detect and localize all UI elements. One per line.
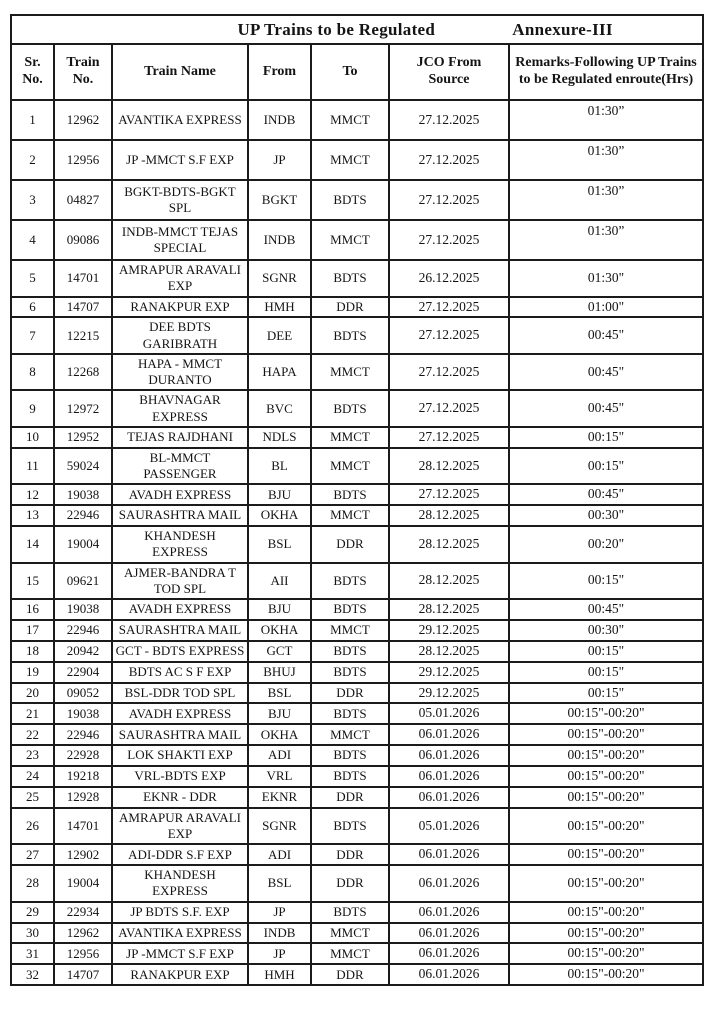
cell-train-name: KHANDESH EXPRESS	[112, 865, 248, 902]
cell-jco-date: 27.12.2025	[389, 220, 509, 260]
cell-remarks: 00:15"-00:20"	[509, 787, 703, 808]
cell-train-name: EKNR - DDR	[112, 787, 248, 808]
cell-train-name: JP BDTS S.F. EXP	[112, 902, 248, 923]
table-row	[11, 766, 703, 787]
cell-sr-no: 30	[11, 923, 54, 944]
cell-train-no: 22946	[54, 620, 112, 641]
cell-sr-no: 8	[11, 354, 54, 391]
cell-remarks: 00:15"	[509, 662, 703, 683]
col-header-train-name: Train Name	[112, 44, 248, 100]
cell-train-name: AMRAPUR ARAVALI EXP	[112, 808, 248, 845]
cell-from: HMH	[248, 297, 311, 318]
page-title: UP Trains to be Regulated	[237, 19, 436, 39]
cell-jco-date: 28.12.2025	[389, 526, 509, 563]
cell-train-no: 12952	[54, 427, 112, 448]
cell-train-no: 12956	[54, 943, 112, 964]
cell-to: DDR	[311, 964, 389, 985]
cell-from: HMH	[248, 964, 311, 985]
cell-train-name: BSL-DDR TOD SPL	[112, 683, 248, 704]
cell-from: BSL	[248, 865, 311, 902]
cell-from: AII	[248, 563, 311, 600]
cell-from: GCT	[248, 641, 311, 662]
cell-train-no: 19218	[54, 766, 112, 787]
cell-remarks: 00:15"-00:20"	[509, 724, 703, 745]
cell-train-no: 09086	[54, 220, 112, 260]
cell-train-no: 09621	[54, 563, 112, 600]
table-row	[11, 683, 703, 704]
cell-sr-no: 12	[11, 484, 54, 505]
cell-jco-date: 06.01.2026	[389, 724, 509, 745]
cell-to: MMCT	[311, 448, 389, 485]
cell-remarks: 00:15"-00:20"	[509, 865, 703, 902]
table-row	[11, 902, 703, 923]
table-row	[11, 964, 703, 985]
cell-sr-no: 28	[11, 865, 54, 902]
cell-sr-no: 20	[11, 683, 54, 704]
cell-train-name: SAURASHTRA MAIL	[112, 724, 248, 745]
col-header-remarks: Remarks-Following UP Trains to be Regulated enroute(Hrs)	[509, 44, 703, 100]
cell-to: DDR	[311, 787, 389, 808]
cell-to: BDTS	[311, 317, 389, 354]
cell-to: DDR	[311, 683, 389, 704]
cell-train-no: 19038	[54, 599, 112, 620]
cell-jco-date: 27.12.2025	[389, 100, 509, 140]
table-row	[11, 140, 703, 180]
cell-train-no: 12902	[54, 844, 112, 865]
cell-remarks: 00:15"-00:20"	[509, 844, 703, 865]
cell-train-no: 12268	[54, 354, 112, 391]
cell-train-no: 14707	[54, 964, 112, 985]
cell-train-no: 12962	[54, 923, 112, 944]
cell-train-no: 19038	[54, 484, 112, 505]
cell-remarks: 00:15"-00:20"	[509, 745, 703, 766]
cell-sr-no: 26	[11, 808, 54, 845]
cell-remarks: 00:15"	[509, 563, 703, 600]
cell-sr-no: 5	[11, 260, 54, 297]
cell-train-name: KHANDESH EXPRESS	[112, 526, 248, 563]
cell-jco-date: 27.12.2025	[389, 140, 509, 180]
cell-to: DDR	[311, 297, 389, 318]
cell-train-name: SAURASHTRA MAIL	[112, 620, 248, 641]
cell-train-name: JP -MMCT S.F EXP	[112, 943, 248, 964]
table-row	[11, 787, 703, 808]
cell-from: SGNR	[248, 260, 311, 297]
cell-train-name: INDB-MMCT TEJAS SPECIAL	[112, 220, 248, 260]
cell-train-name: AVANTIKA EXPRESS	[112, 923, 248, 944]
cell-to: BDTS	[311, 260, 389, 297]
cell-sr-no: 17	[11, 620, 54, 641]
cell-from: BL	[248, 448, 311, 485]
cell-train-name: AVADH EXPRESS	[112, 703, 248, 724]
cell-sr-no: 22	[11, 724, 54, 745]
cell-remarks: 00:45"	[509, 390, 703, 427]
cell-to: MMCT	[311, 220, 389, 260]
cell-remarks: 00:15"-00:20"	[509, 703, 703, 724]
cell-jco-date: 06.01.2026	[389, 865, 509, 902]
annexure-label: Annexure-III	[512, 19, 613, 39]
cell-train-no: 20942	[54, 641, 112, 662]
table-row	[11, 641, 703, 662]
table-row	[11, 703, 703, 724]
cell-sr-no: 31	[11, 943, 54, 964]
cell-train-no: 22928	[54, 745, 112, 766]
cell-from: NDLS	[248, 427, 311, 448]
cell-jco-date: 06.01.2026	[389, 844, 509, 865]
cell-remarks: 00:15"-00:20"	[509, 766, 703, 787]
table-row	[11, 662, 703, 683]
cell-to: MMCT	[311, 140, 389, 180]
cell-train-no: 12956	[54, 140, 112, 180]
cell-to: MMCT	[311, 923, 389, 944]
cell-from: JP	[248, 140, 311, 180]
table-row	[11, 526, 703, 563]
table-row	[11, 390, 703, 427]
table-row	[11, 427, 703, 448]
cell-remarks: 01:30”	[509, 100, 703, 140]
cell-from: INDB	[248, 100, 311, 140]
cell-sr-no: 21	[11, 703, 54, 724]
cell-jco-date: 06.01.2026	[389, 902, 509, 923]
cell-to: MMCT	[311, 943, 389, 964]
cell-to: BDTS	[311, 662, 389, 683]
cell-sr-no: 6	[11, 297, 54, 318]
cell-from: HAPA	[248, 354, 311, 391]
cell-train-name: BL-MMCT PASSENGER	[112, 448, 248, 485]
cell-train-no: 12215	[54, 317, 112, 354]
cell-to: BDTS	[311, 703, 389, 724]
cell-train-name: VRL-BDTS EXP	[112, 766, 248, 787]
cell-to: BDTS	[311, 599, 389, 620]
cell-jco-date: 28.12.2025	[389, 641, 509, 662]
cell-remarks: 00:45"	[509, 354, 703, 391]
cell-train-no: 14701	[54, 808, 112, 845]
cell-remarks: 00:15"-00:20"	[509, 902, 703, 923]
cell-train-name: RANAKPUR EXP	[112, 297, 248, 318]
col-header-to: To	[311, 44, 389, 100]
cell-train-no: 22946	[54, 505, 112, 526]
cell-train-name: TEJAS RAJDHANI	[112, 427, 248, 448]
cell-train-name: AJMER-BANDRA T TOD SPL	[112, 563, 248, 600]
cell-train-name: JP -MMCT S.F EXP	[112, 140, 248, 180]
cell-train-no: 14707	[54, 297, 112, 318]
cell-sr-no: 25	[11, 787, 54, 808]
cell-sr-no: 27	[11, 844, 54, 865]
cell-sr-no: 19	[11, 662, 54, 683]
cell-jco-date: 27.12.2025	[389, 354, 509, 391]
cell-from: DEE	[248, 317, 311, 354]
cell-sr-no: 13	[11, 505, 54, 526]
cell-jco-date: 28.12.2025	[389, 563, 509, 600]
cell-from: ADI	[248, 745, 311, 766]
cell-sr-no: 16	[11, 599, 54, 620]
cell-from: BSL	[248, 526, 311, 563]
col-header-sr-no: Sr. No.	[11, 44, 54, 100]
cell-from: JP	[248, 943, 311, 964]
cell-from: JP	[248, 902, 311, 923]
cell-train-name: AVADH EXPRESS	[112, 599, 248, 620]
table-row	[11, 317, 703, 354]
cell-train-name: SAURASHTRA MAIL	[112, 505, 248, 526]
cell-remarks: 01:00"	[509, 297, 703, 318]
cell-from: OKHA	[248, 505, 311, 526]
cell-to: DDR	[311, 844, 389, 865]
table-row	[11, 220, 703, 260]
cell-jco-date: 05.01.2026	[389, 808, 509, 845]
cell-to: DDR	[311, 865, 389, 902]
cell-remarks: 00:15"	[509, 683, 703, 704]
cell-remarks: 00:45"	[509, 317, 703, 354]
cell-to: MMCT	[311, 100, 389, 140]
table-row	[11, 100, 703, 140]
cell-train-name: RANAKPUR EXP	[112, 964, 248, 985]
cell-train-name: LOK SHAKTI EXP	[112, 745, 248, 766]
cell-sr-no: 24	[11, 766, 54, 787]
cell-remarks: 00:30"	[509, 620, 703, 641]
cell-from: EKNR	[248, 787, 311, 808]
table-row	[11, 943, 703, 964]
table-row	[11, 297, 703, 318]
cell-to: MMCT	[311, 427, 389, 448]
cell-sr-no: 23	[11, 745, 54, 766]
cell-sr-no: 29	[11, 902, 54, 923]
cell-train-no: 09052	[54, 683, 112, 704]
cell-jco-date: 06.01.2026	[389, 787, 509, 808]
cell-train-no: 19004	[54, 526, 112, 563]
cell-jco-date: 27.12.2025	[389, 297, 509, 318]
cell-jco-date: 28.12.2025	[389, 599, 509, 620]
cell-to: BDTS	[311, 563, 389, 600]
cell-sr-no: 15	[11, 563, 54, 600]
cell-to: MMCT	[311, 620, 389, 641]
cell-train-no: 59024	[54, 448, 112, 485]
cell-to: BDTS	[311, 766, 389, 787]
cell-train-name: GCT - BDTS EXPRESS	[112, 641, 248, 662]
cell-to: BDTS	[311, 180, 389, 220]
table-row	[11, 599, 703, 620]
cell-train-no: 04827	[54, 180, 112, 220]
cell-jco-date: 29.12.2025	[389, 683, 509, 704]
cell-jco-date: 27.12.2025	[389, 180, 509, 220]
cell-to: BDTS	[311, 745, 389, 766]
cell-remarks: 01:30"	[509, 260, 703, 297]
cell-jco-date: 28.12.2025	[389, 448, 509, 485]
table-row	[11, 745, 703, 766]
cell-jco-date: 06.01.2026	[389, 943, 509, 964]
cell-from: BJU	[248, 599, 311, 620]
cell-jco-date: 06.01.2026	[389, 745, 509, 766]
column-header-row	[11, 44, 703, 100]
cell-from: BSL	[248, 683, 311, 704]
table-row	[11, 724, 703, 745]
cell-jco-date: 26.12.2025	[389, 260, 509, 297]
cell-train-name: BDTS AC S F EXP	[112, 662, 248, 683]
cell-remarks: 00:15"-00:20"	[509, 964, 703, 985]
cell-remarks: 00:15"-00:20"	[509, 943, 703, 964]
cell-remarks: 00:30"	[509, 505, 703, 526]
cell-remarks: 01:30”	[509, 180, 703, 220]
cell-from: ADI	[248, 844, 311, 865]
cell-jco-date: 05.01.2026	[389, 703, 509, 724]
cell-from: OKHA	[248, 620, 311, 641]
trains-regulation-table	[10, 14, 704, 986]
cell-sr-no: 7	[11, 317, 54, 354]
cell-to: BDTS	[311, 808, 389, 845]
cell-remarks: 01:30”	[509, 220, 703, 260]
cell-train-no: 22904	[54, 662, 112, 683]
cell-from: BVC	[248, 390, 311, 427]
cell-train-name: DEE BDTS GARIBRATH	[112, 317, 248, 354]
cell-train-no: 22934	[54, 902, 112, 923]
table-body	[11, 100, 703, 985]
cell-jco-date: 27.12.2025	[389, 427, 509, 448]
cell-train-name: AMRAPUR ARAVALI EXP	[112, 260, 248, 297]
cell-from: INDB	[248, 220, 311, 260]
cell-to: BDTS	[311, 902, 389, 923]
cell-train-no: 12928	[54, 787, 112, 808]
cell-sr-no: 9	[11, 390, 54, 427]
cell-remarks: 00:15"	[509, 641, 703, 662]
cell-jco-date: 06.01.2026	[389, 964, 509, 985]
cell-jco-date: 28.12.2025	[389, 505, 509, 526]
cell-train-name: BGKT-BDTS-BGKT SPL	[112, 180, 248, 220]
cell-sr-no: 4	[11, 220, 54, 260]
cell-train-name: AVADH EXPRESS	[112, 484, 248, 505]
cell-train-name: ADI-DDR S.F EXP	[112, 844, 248, 865]
cell-sr-no: 3	[11, 180, 54, 220]
cell-jco-date: 27.12.2025	[389, 390, 509, 427]
cell-train-no: 22946	[54, 724, 112, 745]
cell-from: BJU	[248, 703, 311, 724]
cell-remarks: 00:45"	[509, 484, 703, 505]
cell-remarks: 00:20"	[509, 526, 703, 563]
cell-from: INDB	[248, 923, 311, 944]
cell-jco-date: 06.01.2026	[389, 923, 509, 944]
cell-sr-no: 10	[11, 427, 54, 448]
table-row	[11, 563, 703, 600]
title-row	[11, 15, 703, 44]
cell-to: BDTS	[311, 390, 389, 427]
cell-to: MMCT	[311, 354, 389, 391]
table-row	[11, 865, 703, 902]
cell-from: SGNR	[248, 808, 311, 845]
cell-sr-no: 11	[11, 448, 54, 485]
cell-to: BDTS	[311, 641, 389, 662]
cell-from: BJU	[248, 484, 311, 505]
table-row	[11, 448, 703, 485]
cell-remarks: 00:15"-00:20"	[509, 923, 703, 944]
cell-train-name: HAPA - MMCT DURANTO	[112, 354, 248, 391]
cell-from: BHUJ	[248, 662, 311, 683]
cell-sr-no: 1	[11, 100, 54, 140]
cell-sr-no: 2	[11, 140, 54, 180]
table-row	[11, 260, 703, 297]
cell-remarks: 00:45"	[509, 599, 703, 620]
cell-to: MMCT	[311, 505, 389, 526]
cell-jco-date: 27.12.2025	[389, 484, 509, 505]
col-header-jco: JCO From Source	[389, 44, 509, 100]
cell-from: VRL	[248, 766, 311, 787]
cell-from: OKHA	[248, 724, 311, 745]
cell-from: BGKT	[248, 180, 311, 220]
table-row	[11, 505, 703, 526]
table-row	[11, 354, 703, 391]
table-row	[11, 808, 703, 845]
cell-to: DDR	[311, 526, 389, 563]
cell-jco-date: 06.01.2026	[389, 766, 509, 787]
cell-train-name: AVANTIKA EXPRESS	[112, 100, 248, 140]
cell-to: MMCT	[311, 724, 389, 745]
cell-sr-no: 18	[11, 641, 54, 662]
cell-train-no: 14701	[54, 260, 112, 297]
cell-remarks: 01:30”	[509, 140, 703, 180]
col-header-from: From	[248, 44, 311, 100]
cell-jco-date: 27.12.2025	[389, 317, 509, 354]
cell-train-no: 19038	[54, 703, 112, 724]
table-row	[11, 180, 703, 220]
cell-remarks: 00:15"	[509, 448, 703, 485]
cell-sr-no: 14	[11, 526, 54, 563]
cell-remarks: 00:15"-00:20"	[509, 808, 703, 845]
col-header-train-no: Train No.	[54, 44, 112, 100]
cell-train-no: 12972	[54, 390, 112, 427]
table-row	[11, 484, 703, 505]
cell-train-name: BHAVNAGAR EXPRESS	[112, 390, 248, 427]
cell-jco-date: 29.12.2025	[389, 620, 509, 641]
cell-train-no: 12962	[54, 100, 112, 140]
title-cell	[11, 15, 703, 44]
table-row	[11, 620, 703, 641]
cell-train-no: 19004	[54, 865, 112, 902]
table-row	[11, 844, 703, 865]
cell-jco-date: 29.12.2025	[389, 662, 509, 683]
cell-remarks: 00:15"	[509, 427, 703, 448]
cell-sr-no: 32	[11, 964, 54, 985]
table-row	[11, 923, 703, 944]
cell-to: BDTS	[311, 484, 389, 505]
